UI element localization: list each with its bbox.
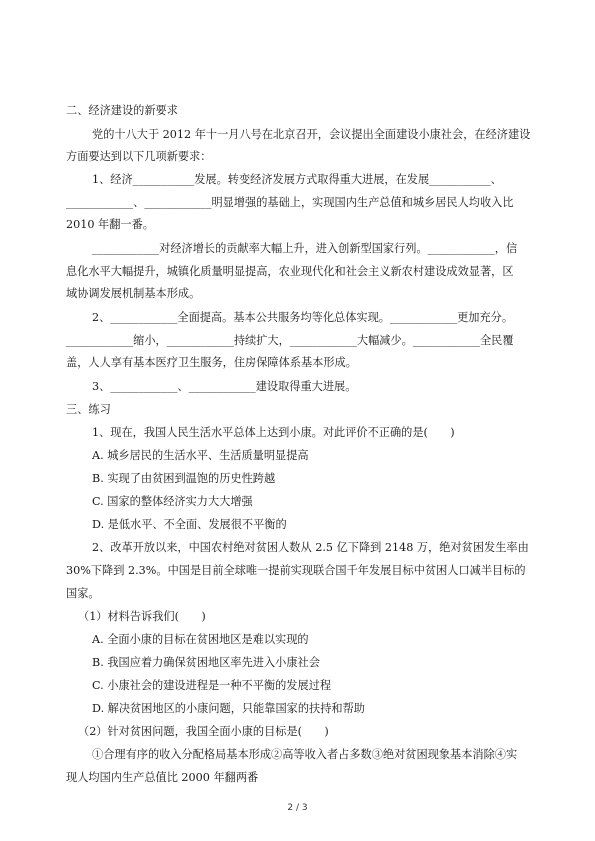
question-2-sub1-option-a: A. 全面小康的目标在贫困地区是难以实现的 bbox=[92, 633, 309, 646]
para2-line-3: 域协调发展机制基本形成。 bbox=[66, 287, 201, 300]
question-1-option-d: D. 是低水平、不全面、发展很不平衡的 bbox=[92, 518, 287, 531]
question-2-line-2: 30%下降到 2.3%。中国是目前全球唯一提前实现联合国千年发展目标中贫困人口减半目标的 bbox=[66, 564, 526, 577]
intro-line-2: 方面要达到以下几项新要求： bbox=[66, 150, 212, 163]
section-heading-economic-requirements: 二、经济建设的新要求 bbox=[66, 104, 178, 117]
section-heading-exercises: 三、练习 bbox=[66, 403, 111, 416]
question-2-sub2-options-line-2: 现人均国内生产总值比 2000 年翻两番 bbox=[66, 771, 259, 784]
question-2-sub1-option-c: C. 小康社会的建设进程是一种不平衡的发展过程 bbox=[92, 679, 332, 692]
para2-line-1: ____________对经济增长的贡献率大幅上升，进入创新型国家行列。____________，信 bbox=[92, 242, 518, 255]
question-2-sub1-option-b: B. 我国应着力确保贫困地区率先进入小康社会 bbox=[92, 656, 320, 669]
item2-line-2: ____________缩小，____________持续扩大，____________大幅减少。____________全民覆 bbox=[66, 334, 514, 347]
item2-line-1: 2、____________全面提高。基本公共服务均等化总体实现。____________更加充分。 bbox=[92, 311, 514, 324]
intro-line-1: 党的十八大于 2012 年十一月八号在北京召开，会议提出全面建设小康社会，在经济建设 bbox=[92, 128, 531, 141]
page-number: 2 / 3 bbox=[287, 803, 308, 813]
question-2-sub2-stem: （2）针对贫困问题，我国全面小康的目标是( ) bbox=[78, 725, 329, 738]
item1-line-1: 1、经济___________发展。转变经济发展方式取得重大进展，在发展___________、 bbox=[92, 173, 502, 186]
question-1-option-c: C. 国家的整体经济实力大大增强 bbox=[92, 495, 253, 508]
question-2-sub1-stem: （1）材料告诉我们( ) bbox=[78, 610, 206, 623]
item3-line-1: 3、____________、____________建设取得重大进展。 bbox=[92, 380, 357, 393]
question-1-option-a: A. 城乡居民的生活水平、生活质量明显提高 bbox=[92, 449, 309, 462]
para2-line-2: 息化水平大幅提升，城镇化质量明显提高，农业现代化和社会主义新农村建设成效显著，区 bbox=[66, 265, 514, 278]
item1-line-3: 2010 年翻一番。 bbox=[66, 218, 154, 231]
item2-line-3: 盖，人人享有基本医疗卫生服务，住房保障体系基本形成。 bbox=[66, 356, 357, 369]
question-1-option-b: B. 实现了由贫困到温饱的历史性跨越 bbox=[92, 472, 276, 485]
question-2-line-3: 国家。 bbox=[66, 587, 100, 600]
question-2-sub1-option-d: D. 解决贫困地区的小康问题，只能靠国家的扶持和帮助 bbox=[92, 702, 365, 715]
question-1-stem: 1、现在，我国人民生活水平总体上达到小康。对此评价不正确的是( ) bbox=[92, 426, 455, 439]
question-2-line-1: 2、改革开放以来，中国农村绝对贫困人数从 2.5 亿下降到 2148 万，绝对贫困发生率由 bbox=[92, 541, 529, 554]
question-2-sub2-options-line-1: ①合理有序的收入分配格局基本形成②高等收入者占多数③绝对贫困现象基本消除④实 bbox=[92, 748, 518, 761]
item1-line-2: ____________、____________明显增强的基础上，实现国内生产总值和城乡居民人均收入比 bbox=[66, 196, 514, 209]
